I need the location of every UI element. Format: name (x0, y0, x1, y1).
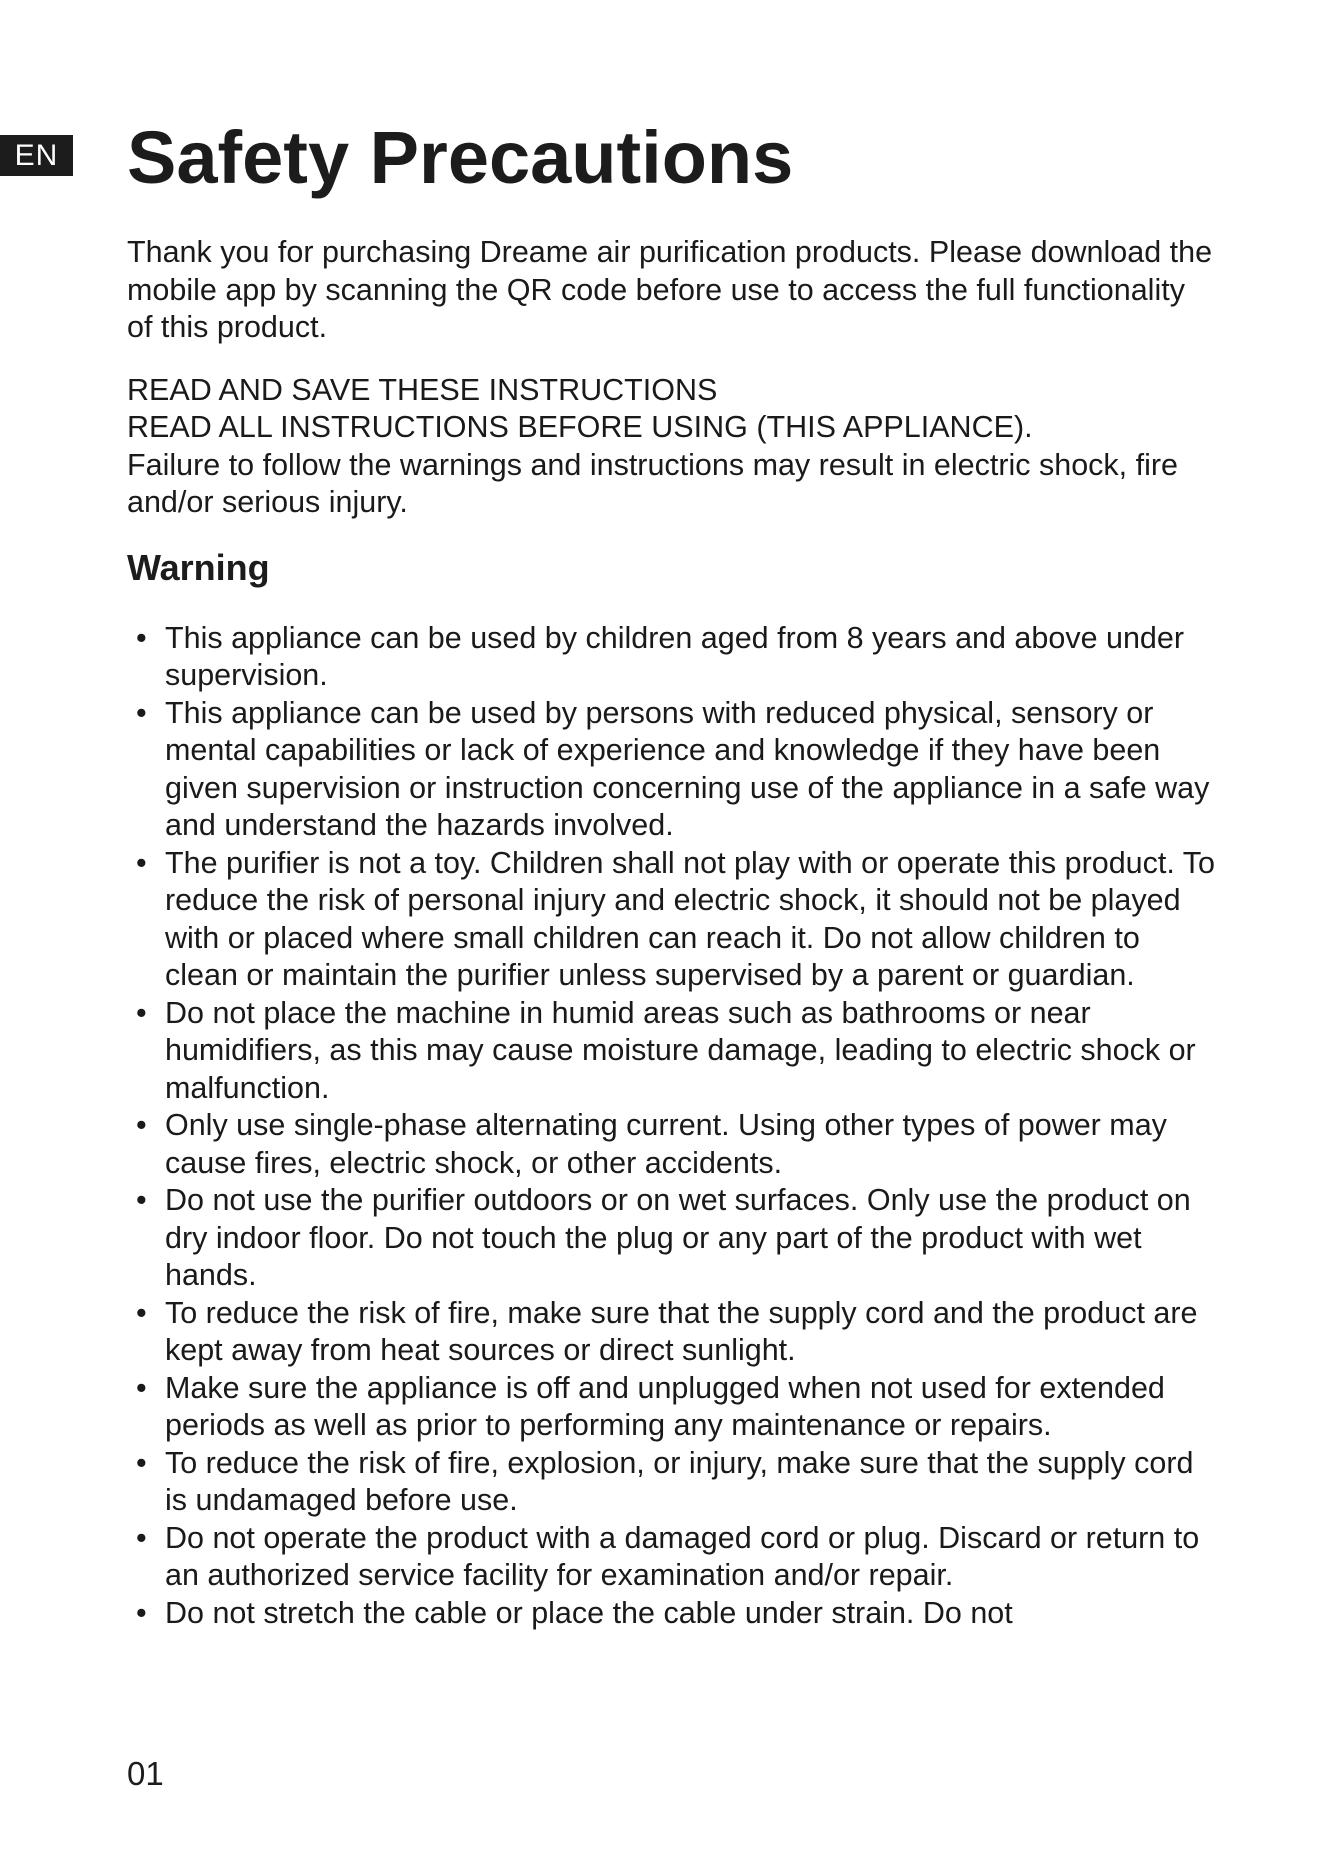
bullet-glyph: • (136, 1445, 147, 1480)
failure-warning: Failure to follow the warnings and instructions may result in electric shock, fire and/or serious injury. (127, 447, 1178, 519)
warning-item (127, 1595, 1217, 1633)
warning-heading: Warning (127, 546, 270, 588)
warning-list (127, 620, 1217, 1633)
warning-item-text: To reduce the risk of fire, explosion, or injury, make sure that the supply cord is undamaged before use. (165, 1445, 1194, 1517)
bullet-glyph: • (136, 1520, 147, 1555)
page-number: 01 (127, 1755, 164, 1792)
warning-item-text: Only use single-phase alternating current. Using other types of power may cause fires, electric shock, or other accidents. (165, 1108, 1167, 1180)
warning-item-text: To reduce the risk of fire, make sure that the supply cord and the product are kept away from heat sources or direct sunlight. (165, 1295, 1198, 1367)
document-body (127, 234, 1217, 1632)
bullet-glyph: • (136, 995, 147, 1030)
warning-item (127, 695, 1217, 845)
intro-paragraph: Thank you for purchasing Dreame air purification products. Please download the mobile app by scanning the QR code before use to access the full functionality of this product. (127, 235, 1213, 344)
bullet-glyph: • (136, 1595, 147, 1630)
warning-item (127, 1295, 1217, 1370)
read-all-notice: READ ALL INSTRUCTIONS BEFORE USING (THIS APPLIANCE). (127, 410, 1033, 444)
warning-item (127, 1445, 1217, 1520)
warning-item (127, 1370, 1217, 1445)
bullet-glyph: • (136, 620, 147, 655)
warning-item-text: The purifier is not a toy. Children shall not play with or operate this product. To reduce the risk of personal injury and electric shock, it should not be played with or placed where small children can reach it. Do not allow children to clean or maintain the purifier unless supervised by a parent or guardian. (165, 845, 1215, 992)
page-title: Safety Precautions (127, 116, 794, 199)
warning-item (127, 1107, 1217, 1182)
bullet-glyph: • (136, 695, 147, 730)
warning-item (127, 620, 1217, 695)
read-save-notice: READ AND SAVE THESE INSTRUCTIONS (127, 372, 718, 407)
warning-item-text: Make sure the appliance is off and unplugged when not used for extended periods as well as prior to performing any maintenance or repairs. (165, 1370, 1165, 1442)
warning-item (127, 995, 1217, 1108)
warning-item (127, 1520, 1217, 1595)
bullet-glyph: • (136, 1183, 147, 1217)
warning-item-text: Do not place the machine in humid areas such as bathrooms or near humidifiers, as this may cause moisture damage, leading to electric shock or malfunction. (165, 995, 1196, 1105)
bullet-glyph: • (136, 845, 147, 880)
warning-item-text: Do not stretch the cable or place the cable under strain. Do not (165, 1595, 1013, 1630)
warning-item-text: Do not operate the product with a damaged cord or plug. Discard or return to an authorized service facility for examination and/or repair. (165, 1520, 1200, 1592)
bullet-glyph: • (136, 1295, 147, 1330)
warning-item-text: This appliance can be used by children aged from 8 years and above under supervision. (165, 620, 1185, 692)
bullet-glyph: • (136, 1370, 147, 1405)
warning-item (127, 845, 1217, 995)
bullet-glyph: • (136, 1108, 147, 1142)
warning-item-text: This appliance can be used by persons with reduced physical, sensory or mental capabilities or lack of experience and knowledge if they have been given supervision or instruction concerning use of the appliance in a safe way and understand the hazards involved. (165, 695, 1210, 842)
language-tab: EN (0, 135, 73, 176)
warning-item (127, 1182, 1217, 1295)
warning-item-text: Do not use the purifier outdoors or on wet surfaces. Only use the product on dry indoor floor. Do not touch the plug or any part of the product with wet hands. (165, 1183, 1191, 1292)
